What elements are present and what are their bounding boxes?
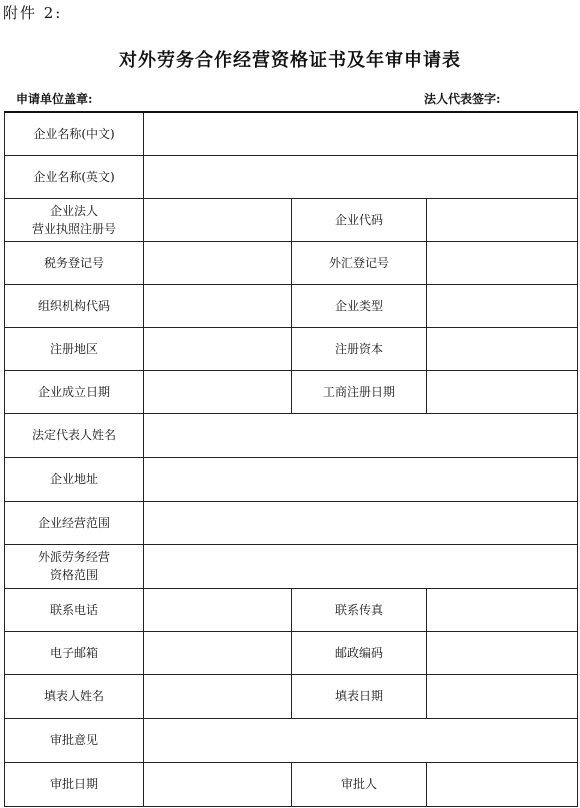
filler-name-field[interactable] — [144, 674, 292, 718]
business-scope-field[interactable] — [144, 501, 578, 544]
business-reg-date-label: 工商注册日期 — [292, 370, 427, 413]
established-date-label: 企业成立日期 — [5, 370, 144, 413]
reg-capital-label: 注册资本 — [292, 327, 427, 370]
legal-rep-signature-label: 法人代表签字: — [424, 92, 501, 106]
org-code-label: 组织机构代码 — [5, 284, 144, 327]
fill-date-label: 填表日期 — [292, 674, 427, 718]
phone-label: 联系电话 — [5, 588, 144, 631]
company-code-label: 企业代码 — [292, 198, 427, 241]
tax-reg-no-label: 税务登记号 — [5, 241, 144, 284]
approval-opinion-field[interactable] — [144, 718, 578, 762]
company-name-en-label: 企业名称(英文) — [5, 155, 144, 198]
email-label: 电子邮箱 — [5, 631, 144, 674]
legal-rep-name-field[interactable] — [144, 413, 578, 457]
approval-date-label: 审批日期 — [5, 762, 144, 806]
org-code-field[interactable] — [144, 284, 292, 327]
approval-date-field[interactable] — [144, 762, 292, 806]
attachment-label: 附件 2: — [3, 4, 63, 22]
business-reg-date-field[interactable] — [427, 370, 578, 413]
labor-scope-label: 外派劳务经营 资格范围 — [5, 544, 144, 588]
postal-code-field[interactable] — [427, 631, 578, 674]
reg-region-field[interactable] — [144, 327, 292, 370]
forex-reg-no-label: 外汇登记号 — [292, 241, 427, 284]
filler-name-label: 填表人姓名 — [5, 674, 144, 718]
application-form-table — [4, 111, 578, 807]
approval-opinion-label: 审批意见 — [5, 718, 144, 762]
fill-date-field[interactable] — [427, 674, 578, 718]
phone-field[interactable] — [144, 588, 292, 631]
company-name-en-field[interactable] — [144, 155, 578, 198]
business-scope-label: 企业经营范围 — [5, 501, 144, 544]
legal-rep-name-label: 法定代表人姓名 — [5, 413, 144, 457]
fax-label: 联系传真 — [292, 588, 427, 631]
company-code-field[interactable] — [427, 198, 578, 241]
approver-field[interactable] — [427, 762, 578, 806]
reg-capital-field[interactable] — [427, 327, 578, 370]
company-address-field[interactable] — [144, 457, 578, 501]
tax-reg-no-field[interactable] — [144, 241, 292, 284]
approver-label: 审批人 — [292, 762, 427, 806]
reg-region-label: 注册地区 — [5, 327, 144, 370]
form-title: 对外劳务合作经营资格证书及年审申请表 — [119, 50, 461, 71]
labor-scope-field[interactable] — [144, 544, 578, 588]
company-type-label: 企业类型 — [292, 284, 427, 327]
company-name-cn-field[interactable] — [144, 112, 578, 155]
email-field[interactable] — [144, 631, 292, 674]
business-license-no-field[interactable] — [144, 198, 292, 241]
company-name-cn-label: 企业名称(中文) — [5, 112, 144, 155]
company-type-field[interactable] — [427, 284, 578, 327]
business-license-no-label: 企业法人 营业执照注册号 — [5, 198, 144, 241]
forex-reg-no-field[interactable] — [427, 241, 578, 284]
company-address-label: 企业地址 — [5, 457, 144, 501]
established-date-field[interactable] — [144, 370, 292, 413]
postal-code-label: 邮政编码 — [292, 631, 427, 674]
applicant-seal-label: 申请单位盖章: — [16, 92, 93, 106]
fax-field[interactable] — [427, 588, 578, 631]
